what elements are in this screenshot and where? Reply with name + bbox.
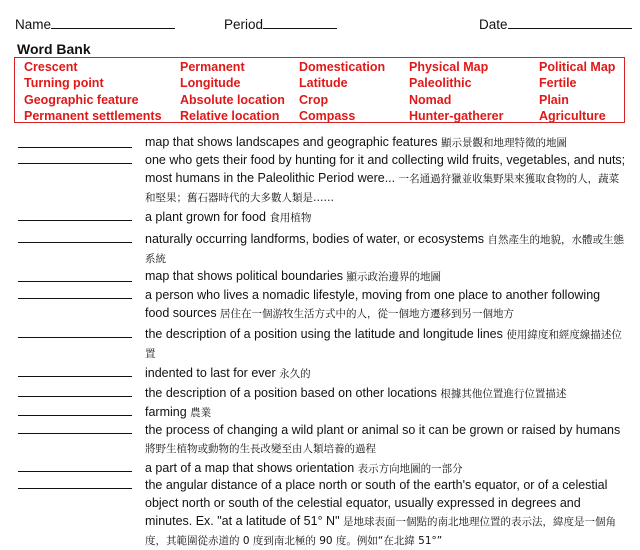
question-text: the process of changing a wild plant or animal so it can be grown or raised by humans 將野生植物或動物的生長改變至由人類培養的過程 [145,423,621,455]
word-bank-term: Paleolithic [409,76,472,90]
question-text: the angular distance of a place north or south of the earth's equator, or of a celestial object north or south of the celestial equator, usually expressed in degrees and minutes. Ex. "at a latitude of 51° N" 是地球表面一個點的南北地理位置的表示法，緯度是一個角度，其範圍從赤道的 0 度到南北極的 90 度。例如“在北緯 51°” [145,478,616,547]
word-bank-box [14,57,625,123]
period-blank[interactable] [263,16,337,29]
question-text: a person who lives a nomadic lifestyle, moving from one place to another following food sources 居住在一個游牧生活方式中的人，從一個地方遷移到另一個地方 [145,288,601,320]
answer-blank[interactable] [18,281,132,282]
answer-blank[interactable] [18,163,132,164]
question-text: indented to last for ever 永久的 [145,366,311,380]
question-text: map that shows landscapes and geographic features 顯示景觀和地理特徵的地圖 [145,135,568,149]
answer-blank[interactable] [18,433,132,434]
answer-blank[interactable] [18,220,132,221]
word-bank-term: Relative location [180,109,280,123]
answer-blank[interactable] [18,298,132,299]
word-bank-title: Word Bank [17,41,91,57]
name-label: Name [15,17,52,32]
word-bank-term: Fertile [539,76,577,90]
answer-blank[interactable] [18,376,132,377]
answer-blank[interactable] [18,471,132,472]
answer-blank[interactable] [18,488,132,489]
word-bank-term: Agriculture [539,109,606,123]
word-bank-term: Physical Map [409,60,489,74]
answer-blank[interactable] [18,415,132,416]
word-bank-term: Crescent [24,60,78,74]
period-label: Period [224,17,264,32]
question-text: the description of a position using the latitude and longitude lines 使用緯度和經度線描述位置 [145,327,622,360]
answer-blank[interactable] [18,147,132,148]
word-bank-term: Latitude [299,76,348,90]
question-text: a plant grown for food 食用植物 [145,210,312,224]
name-blank[interactable] [51,16,175,29]
question-text: naturally occurring landforms, bodies of water, or ecosystems 自然產生的地貌，水體或生態系統 [145,232,625,265]
word-bank-term: Turning point [24,76,104,90]
word-bank-term: Crop [299,93,329,107]
date-blank[interactable] [508,16,632,29]
answer-blank[interactable] [18,396,132,397]
question-text: a part of a map that shows orientation 表示方向地圖的一部分 [145,461,463,475]
word-bank-term: Permanent [180,60,245,74]
word-bank-term: Political Map [539,60,616,74]
word-bank-term: Nomad [409,93,452,107]
period-field[interactable] [224,16,337,32]
answer-blank[interactable] [18,337,132,338]
answer-blank[interactable] [18,242,132,243]
question-text: the description of a position based on other locations 根據其他位置進行位置描述 [145,386,567,400]
worksheet-header [0,0,640,40]
word-bank-term: Geographic feature [24,93,139,107]
word-bank-term: Longitude [180,76,241,90]
word-bank-term: Domestication [299,60,386,74]
question-text: one who gets their food by hunting for it and collecting wild fruits, vegetables, and nuts; most humans in the Paleolithic Period were... 一名通過狩獵並收集野果來獲取食物的人，蔬菜和堅果；舊石器時代的大多數人類是…… [145,153,626,204]
word-bank-term: Permanent settlements [24,109,162,123]
word-bank-term: Absolute location [180,93,285,107]
name-field[interactable] [15,16,175,32]
word-bank-term: Compass [299,109,356,123]
question-text: farming 農業 [145,405,212,419]
date-label: Date [479,17,508,32]
date-field[interactable] [479,16,632,32]
word-bank-term: Hunter-gatherer [409,109,504,123]
question-text: map that shows political boundaries 顯示政治邊界的地圖 [145,269,442,283]
word-bank-term: Plain [539,93,569,107]
